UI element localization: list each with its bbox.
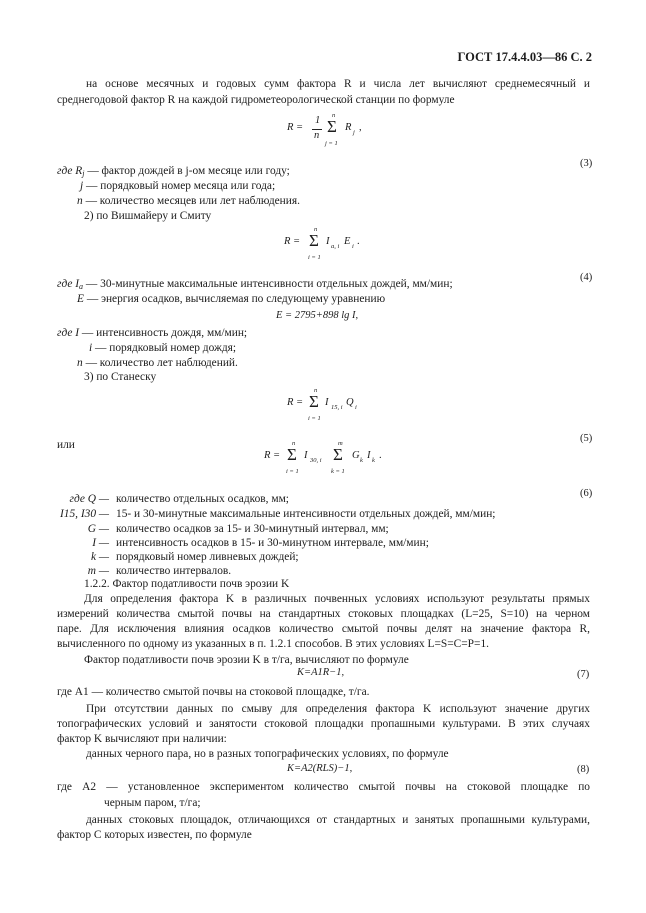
where3-row-2: j — порядковый номер месяца или года; xyxy=(80,180,276,192)
where3-row-3: n — количество месяцев или лет наблюдения. xyxy=(77,195,300,207)
whereE-row-2: i — порядковый номер дождя; xyxy=(89,342,237,354)
eq5-lhs: R = xyxy=(287,397,304,408)
eq5-term2: Q xyxy=(346,397,354,408)
eq3-term-sub: j xyxy=(353,129,355,136)
where6-text-1: количество отдельных осадков, мм; xyxy=(116,493,289,505)
where8-line-2: черным паром, т/га; xyxy=(104,797,201,809)
eq4-number: (4) xyxy=(580,272,593,283)
equation-7: K=A1R−1, xyxy=(297,667,345,678)
eq5-sum-top: n xyxy=(314,387,318,394)
eq5-term1: I xyxy=(325,397,329,408)
eq6-sub3: k xyxy=(372,457,375,464)
where7: где A1 — количество смытой почвы на стоковой площадке, т/га. xyxy=(57,686,370,698)
eq4-lhs: R = xyxy=(284,236,301,247)
eq6-sigma2: Σ xyxy=(333,445,343,464)
where6-sym-6: m — xyxy=(87,565,109,577)
where4-row-2: E — энергия осадков, вычисляемая по следующему уравнению xyxy=(77,293,386,305)
eq4-sigma: Σ xyxy=(309,231,319,250)
eq3-sum-top: n xyxy=(332,112,336,119)
eq4-sub2: i xyxy=(352,243,354,250)
para3-line-3: фактор K вычисляют при наличии: xyxy=(57,733,227,745)
eq6-term3: I xyxy=(367,450,371,461)
equation-E: E = 2795+898 lg I, xyxy=(276,310,359,321)
eq3-tail: , xyxy=(359,122,362,133)
eq4-term2: E xyxy=(344,236,351,247)
eq6-lhs: R = xyxy=(264,450,281,461)
where6-text-2: 15- и 30-минутные максимальные интенсивности отдельных дождей, мм/мин; xyxy=(116,508,496,520)
eq6-sub2: k xyxy=(360,457,363,464)
eq6-sub1: 30, i xyxy=(310,457,322,464)
equation-3 xyxy=(287,112,407,152)
para4: данных черного пара, но в разных топографических условиях, по формуле xyxy=(86,748,449,760)
section-heading: 1.2.2. Фактор податливости почв эрозии K xyxy=(84,578,290,590)
eq6-sum1-bot: i = 1 xyxy=(286,468,299,475)
where3-row-1: где Rj — фактор дождей в j-ом месяце или году; xyxy=(57,165,290,178)
eq5-number: (5) xyxy=(580,433,593,444)
eq4-sum-top: n xyxy=(314,226,318,233)
eq5-sum-bot: i = 1 xyxy=(308,415,321,422)
where8-line-1: где A2 — установленное экспериментом количество смытой почвы на стоковой площадке по xyxy=(57,781,590,793)
eq6-sum2-top: m xyxy=(338,440,343,447)
eq7-number: (7) xyxy=(577,669,590,680)
where6-text-6: количество интервалов. xyxy=(116,565,232,577)
equation-6 xyxy=(264,440,404,478)
whereE-row-1: где I — интенсивность дождя, мм/мин; xyxy=(57,327,248,339)
eq6-term1: I xyxy=(304,450,308,461)
eq6-sum2-bot: k = 1 xyxy=(331,468,345,475)
where6-text-4: интенсивность осадков в 15- и 30-минутном интервале, мм/мин; xyxy=(116,537,429,549)
where6-sym-4: I — xyxy=(92,537,109,549)
eq6-term2: G xyxy=(352,450,360,461)
para5-line-2: фактор C которых известен, по формуле xyxy=(57,829,252,841)
para3-line-2: топографических условий и занятости стоковой площадки пропашными культурами. В этих случаях xyxy=(57,718,590,730)
where6-sym-2: I15, I30 — xyxy=(59,508,109,520)
eq6-tail: . xyxy=(379,450,382,461)
equation-4 xyxy=(284,226,404,264)
eq3-lhs: R = xyxy=(287,122,304,133)
intro-line-1: на основе месячных и годовых сумм фактора R и числа лет вычисляют среднемесячный и xyxy=(86,78,590,90)
eq3-sigma: Σ xyxy=(327,117,337,136)
page-header: ГОСТ 17.4.4.03—86 С. 2 xyxy=(457,50,592,64)
equation-8: K=A2(RLS)−1, xyxy=(287,763,353,774)
para1-line-1: Для определения фактора K в различных почвенных условиях используют результаты прямых xyxy=(84,593,590,605)
eq5-sub2: i xyxy=(355,404,357,411)
eq4-sub1: a, i xyxy=(331,243,340,250)
where6-text-3: количество осадков за 15- и 30-минутный интервал, мм; xyxy=(116,523,389,535)
eq5-sigma: Σ xyxy=(309,392,319,411)
eq6-sum1-top: n xyxy=(292,440,296,447)
eq8-number: (8) xyxy=(577,764,590,775)
method-2-heading: 2) по Вишмайеру и Смиту xyxy=(84,210,212,222)
eq4-tail: . xyxy=(357,236,360,247)
para3-line-1: При отсутствии данных по смыву для определения фактора K используют значение других xyxy=(86,703,590,715)
para2: Фактор податливости почв эрозии K в т/га, вычисляют по формуле xyxy=(84,654,409,666)
para1-line-4: вычисленного по одному из указанных в п. 1.2.1 способов. В этих условиях L=S=C=P=1. xyxy=(57,638,489,650)
or-word: или xyxy=(57,439,75,451)
where6-sym-3: G — xyxy=(87,523,109,535)
eq3-sum-bot: j = 1 xyxy=(325,140,338,147)
eq6-sigma1: Σ xyxy=(287,445,297,464)
para1-line-3: паре. Для исключения влияния осадков количество смытой почвы делят на значение фактора R, xyxy=(57,623,590,635)
whereE-row-3: n — количество лет наблюдений. xyxy=(77,357,238,369)
para5-line-1: данных стоковых площадок, отличающихся от стандартных и занятых пропашными культурами, xyxy=(86,814,590,826)
para1-line-2: измерений количества смытой почвы на стандартных стоковых площадках (L=25, S=10) на черном xyxy=(57,608,590,620)
where6-sym-5: k — xyxy=(90,551,109,563)
eq4-sum-bot: i = 1 xyxy=(308,254,321,261)
eq3-frac-den: n xyxy=(314,130,320,141)
where6-sym-1: где Q — xyxy=(69,493,109,505)
eq5-sub1: 15, i xyxy=(331,404,343,411)
intro-line-2: среднегодовой фактор R на каждой гидрометеорологической станции по формуле xyxy=(57,94,455,106)
method-3-heading: 3) по Станеску xyxy=(84,371,157,383)
eq6-number: (6) xyxy=(580,488,593,499)
eq3-frac-num: 1 xyxy=(315,115,321,126)
eq3-number: (3) xyxy=(580,158,593,169)
equation-5 xyxy=(287,387,387,425)
eq3-term: R xyxy=(345,122,352,133)
eq4-term1: I xyxy=(326,236,330,247)
where4-row-1: где Ia — 30-минутные максимальные интенсивности отдельных дождей, мм/мин; xyxy=(57,278,453,291)
where6-text-5: порядковый номер ливневых дождей; xyxy=(116,551,299,563)
